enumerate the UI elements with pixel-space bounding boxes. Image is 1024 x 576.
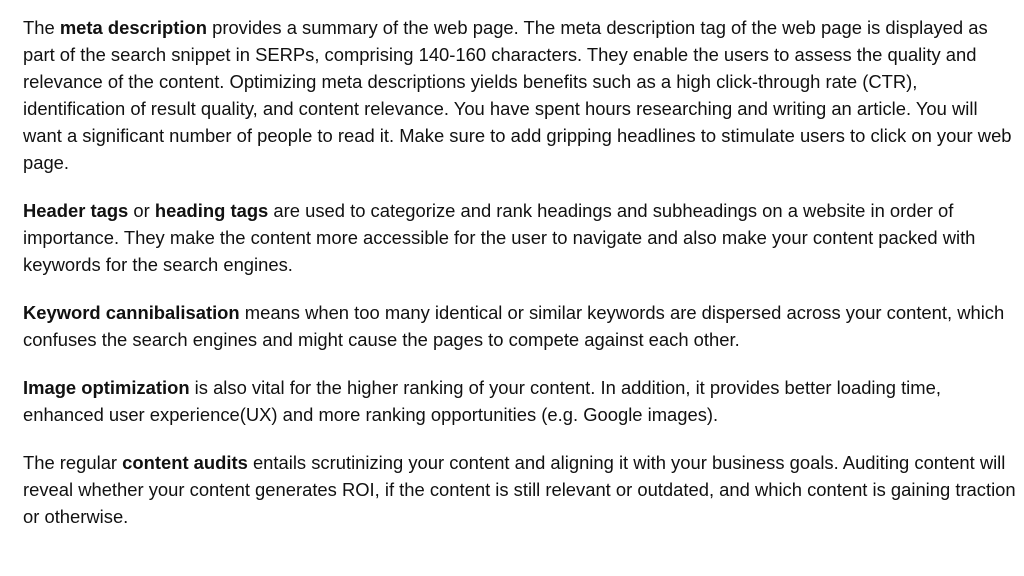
text-segment: entails scrutinizing your content and aligning it with your business goals. Auditing content will reveal whether your content generates ROI, if the content is still relevant or outdated, and which content is gaining traction or otherwise. xyxy=(23,452,1016,527)
text-segment: provides a summary of the web page. The meta description tag of the web page is displayed as part of the search snippet in SERPs, comprising 140-160 characters. They enable the users to assess the quality and relevance of the content. Optimizing meta descriptions yields benefits such as a high click-through rate (CTR), identification of result quality, and content relevance. You have spent hours researching and writing an article. You will want a significant number of people to read it. Make sure to add gripping headlines to stimulate users to click on your web page. xyxy=(23,17,1012,173)
article-body xyxy=(23,14,1019,551)
paragraph-content-audits xyxy=(23,449,1019,530)
paragraph-meta-description xyxy=(23,14,1019,176)
paragraph-header-tags xyxy=(23,197,1019,278)
term-heading-tags: heading tags xyxy=(154,200,269,221)
term-content-audits: content audits xyxy=(122,452,248,473)
term-image-optimization: Image optimization xyxy=(23,377,190,398)
text-segment: The xyxy=(23,17,60,38)
term-header-tags: Header tags xyxy=(23,200,129,221)
text-segment: means when too many identical or similar keywords are dispersed across your content, which confuses the search engines and might cause the pages to compete against each other. xyxy=(23,302,1005,350)
text-segment: are used to categorize and rank headings and subheadings on a website in order of importance. They make the content more accessible for the user to navigate and also make your content packed with keywords for the search engines. xyxy=(23,200,976,275)
text-segment: The regular xyxy=(23,452,123,473)
term-meta-description: meta description xyxy=(59,17,207,38)
term-keyword-cannibalisation: Keyword cannibalisation xyxy=(23,302,240,323)
paragraph-image-optimization xyxy=(23,374,1019,428)
paragraph-keyword-cannibalisation xyxy=(23,299,1019,353)
text-segment: or xyxy=(128,200,155,221)
text-segment: is also vital for the higher ranking of your content. In addition, it provides better loading time, enhanced user experience(UX) and more ranking opportunities (e.g. Google images). xyxy=(23,377,941,425)
